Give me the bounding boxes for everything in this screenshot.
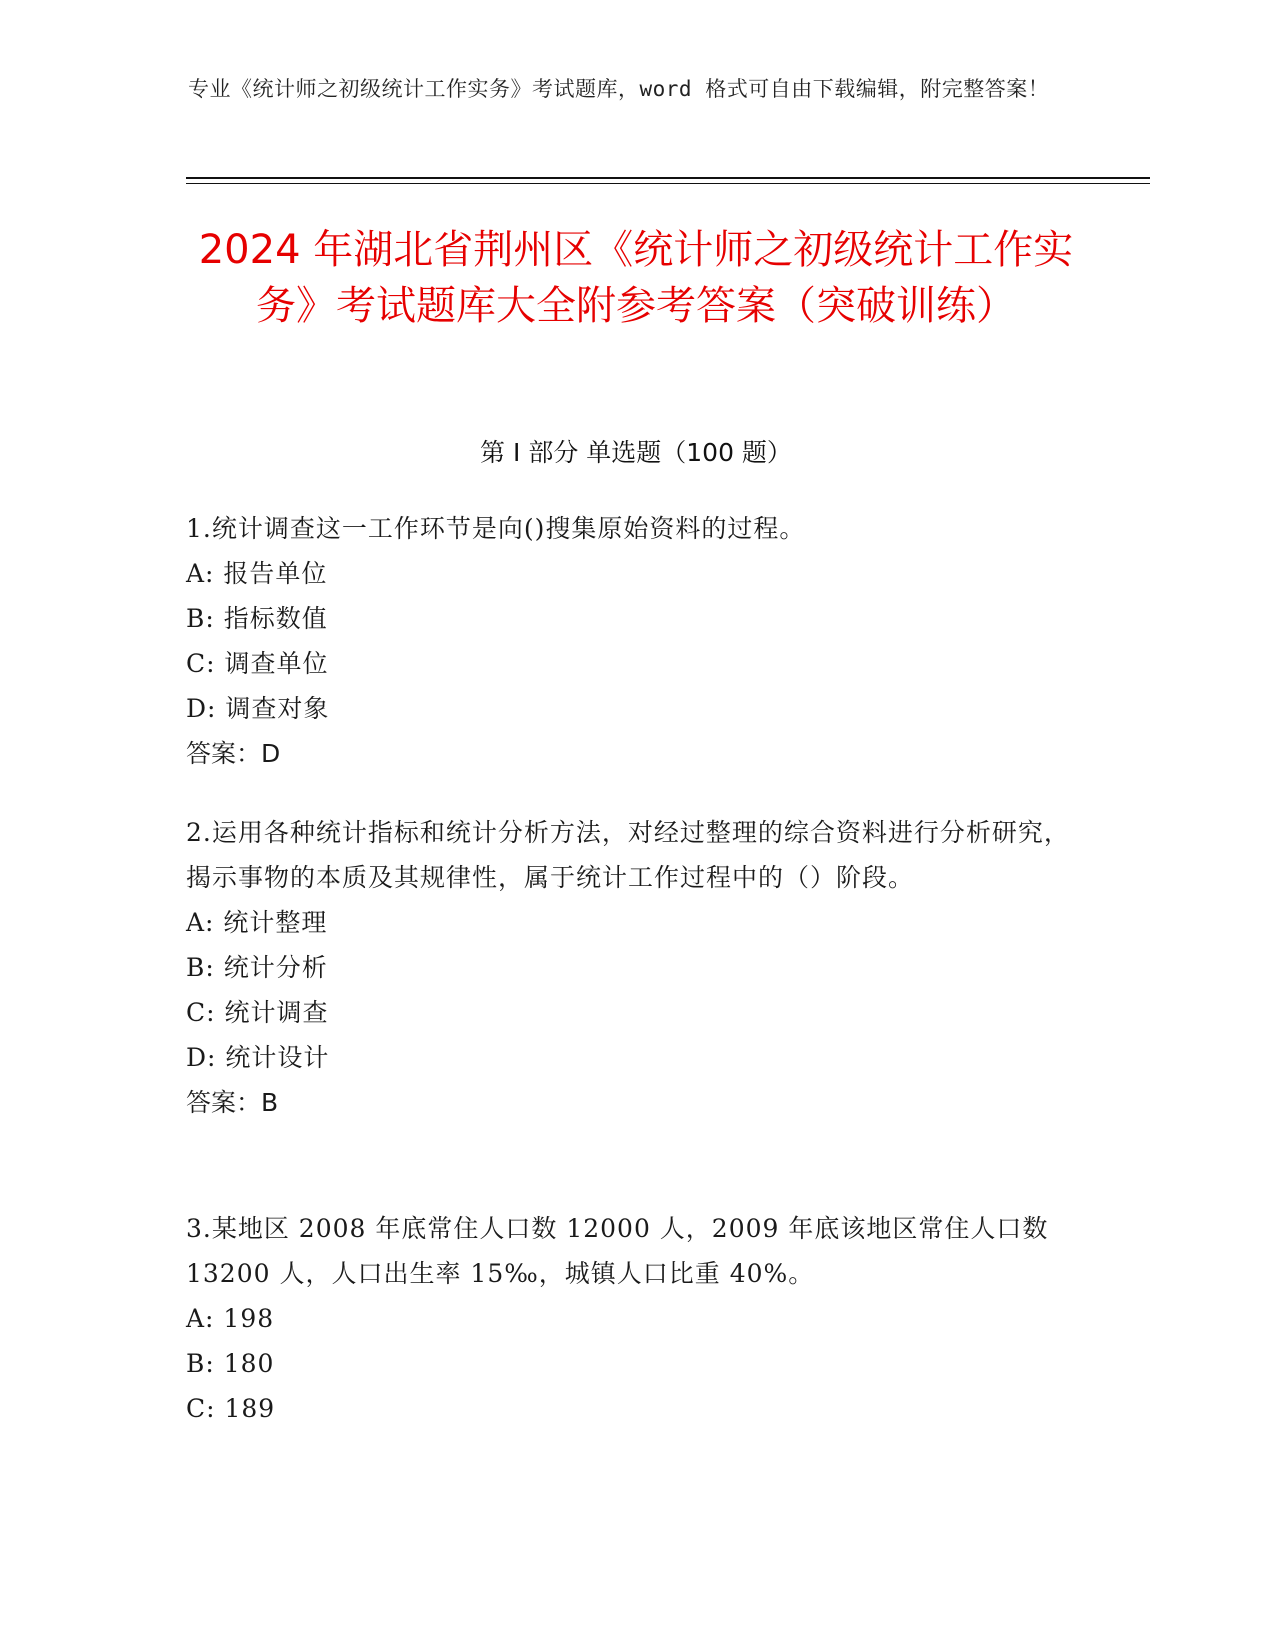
option-d: D: 调查对象 (186, 694, 330, 723)
answer-label: 答案：D (186, 739, 281, 768)
option-a: A: 报告单位 (186, 559, 328, 588)
option-a: A: 统计整理 (186, 908, 328, 937)
option-a: A: 198 (186, 1304, 275, 1333)
option-b: B: 统计分析 (186, 953, 328, 982)
option-c: C: 189 (186, 1394, 276, 1423)
question-3 (186, 1206, 1076, 1431)
answer-label: 答案：B (186, 1088, 279, 1117)
option-c: C: 统计调查 (186, 998, 329, 1027)
section-heading: 第 I 部分 单选题（100 题） (480, 438, 792, 467)
question-stem: 2.运用各种统计指标和统计分析方法，对经过整理的综合资料进行分析研究，揭示事物的本质及其规律性，属于统计工作过程中的（）阶段。 (186, 818, 1070, 892)
option-b: B: 180 (186, 1349, 275, 1378)
question-stem: 3.某地区 2008 年底常住人口数 12000 人，2009 年底该地区常住人口数 13200 人，人口出生率 15‰，城镇人口比重 40%。 (186, 1214, 1049, 1288)
header-divider-thin (186, 183, 1150, 184)
option-c: C: 调查单位 (186, 649, 329, 678)
document-title: 2024 年湖北省荆州区《统计师之初级统计工作实务》考试题库大全附参考答案（突破训练） (198, 227, 1074, 329)
question-1 (186, 506, 1076, 776)
header-note: 专业《统计师之初级统计工作实务》考试题库，word 格式可自由下载编辑，附完整答案！ (188, 77, 1050, 101)
question-2 (186, 810, 1076, 1125)
header-divider-thick (186, 177, 1150, 179)
option-b: B: 指标数值 (186, 604, 328, 633)
question-stem: 1.统计调查这一工作环节是向()搜集原始资料的过程。 (186, 514, 806, 543)
option-d: D: 统计设计 (186, 1043, 330, 1072)
